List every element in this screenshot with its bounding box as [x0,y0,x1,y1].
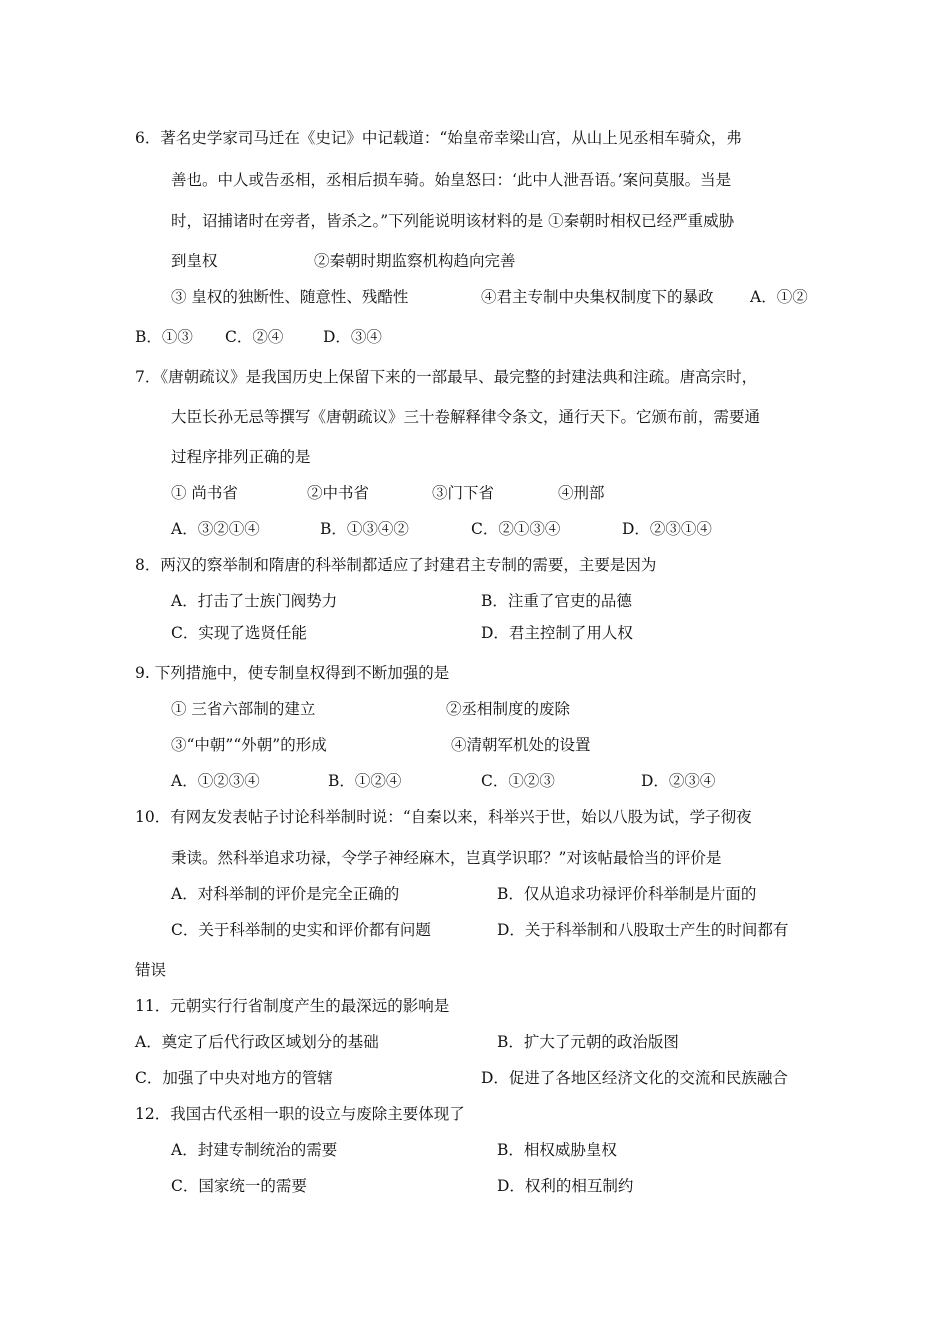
q12-option-b: B．相权威胁皇权 [497,1141,617,1159]
q12-option-c: C．国家统一的需要 [171,1177,307,1195]
q6-line-3: 时，诏捕诸时在旁者，皆杀之。”下列能说明该材料的是 ①秦朝时相权已经严重威胁 [171,212,735,230]
q9-item-4: ④清朝军机处的设置 [451,736,591,754]
q7-item-3: ③门下省 [432,484,495,502]
q8-option-a: A．打击了士族门阀势力 [171,592,338,610]
q10-line-2: 秉读。然科举追求功禄，令学子神经麻木，岂真学识耶？”对该帖最恰当的评价是 [171,849,722,867]
q9-option-c: C．①②③ [481,772,555,790]
q7-line-2: 大臣长孙无忌等撰写《唐朝疏议》三十卷解释律令条文，通行天下。它颁布前，需要通 [171,408,761,426]
q8-stem: 8．两汉的察举制和隋唐的科举制都适应了封建君主专制的需要，主要是因为 [135,556,657,574]
q6-line-4b: ②秦朝时期监察机构趋向完善 [314,252,516,270]
q10-option-a: A．对科举制的评价是完全正确的 [171,885,400,903]
q9-option-a: A．①②③④ [171,772,260,790]
q9-stem: 9. 下列措施中，使专制皇权得到不断加强的是 [135,664,450,682]
q11-option-c: C．加强了中央对地方的管辖 [135,1069,333,1087]
q10-option-d-wrap: 错误 [135,961,167,979]
q8-option-b: B．注重了官吏的品德 [481,592,632,610]
q10-option-b: B．仅从追求功禄评价科举制是片面的 [497,885,757,903]
q9-option-d: D．②③④ [641,772,716,790]
q9-option-b: B．①②④ [328,772,402,790]
q7-option-c: C．②①③④ [471,520,561,538]
q12-stem: 12．我国古代丞相一职的设立与废除主要体现了 [135,1105,465,1123]
q7-line-1: 7．《唐朝疏议》是我国历史上保留下来的一部最早、最完整的封建法典和注疏。唐高宗时， [135,368,758,386]
q11-option-a: A．奠定了后代行政区域划分的基础 [135,1033,379,1051]
q12-option-d: D．权利的相互制约 [497,1177,634,1195]
q6-line-5a: ③ 皇权的独断性、随意性、残酷性 [171,288,409,306]
q6-option-b: B．①③ [135,328,193,346]
q11-option-d: D．促进了各地区经济文化的交流和民族融合 [481,1069,788,1087]
q11-option-b: B．扩大了元朝的政治版图 [497,1033,679,1051]
q8-option-d: D．君主控制了用人权 [481,624,633,642]
q7-option-b: B．①③④② [320,520,409,538]
q7-line-3: 过程序排列正确的是 [171,448,311,466]
q10-line-1: 10．有网友发表帖子讨论科举制时说：“自秦以来，科举兴于世，始以八股为试，学子彻夜 [135,808,752,826]
q6-option-d: D．③④ [323,328,382,346]
q7-item-4: ④刑部 [558,484,605,502]
q11-stem: 11．元朝实行行省制度产生的最深远的影响是 [135,997,450,1015]
q6-line-5b: ④君主专制中央集权制度下的暴政 [481,288,714,306]
q8-option-c: C．实现了选贤任能 [171,624,307,642]
q6-line-1: 6．著名史学家司马迁在《史记》中记载道：“始皇帝幸梁山宫，从山上见丞相车骑众，弗 [135,129,742,147]
q6-option-c: C．②④ [225,328,284,346]
q7-item-1: ① 尚书省 [171,484,238,502]
q7-item-2: ②中书省 [307,484,370,502]
q7-option-d: D．②③①④ [622,520,712,538]
q9-item-2: ②丞相制度的废除 [446,700,571,718]
q6-line-4a: 到皇权 [171,252,218,270]
q7-option-a: A．③②①④ [171,520,260,538]
q9-item-1: ① 三省六部制的建立 [171,700,316,718]
q9-item-3: ③“中朝”“外朝”的形成 [171,736,327,754]
q10-option-d: D．关于科举制和八股取士产生的时间都有 [497,921,789,939]
q10-option-c: C．关于科举制的史实和评价都有问题 [171,921,431,939]
q12-option-a: A．封建专制统治的需要 [171,1141,338,1159]
q6-option-a: A．①② [750,288,808,306]
q6-line-2: 善也。中人或告丞相，丞相后损车骑。始皇怒曰：‘此中人泄吾语。’案问莫服。当是 [171,171,732,189]
